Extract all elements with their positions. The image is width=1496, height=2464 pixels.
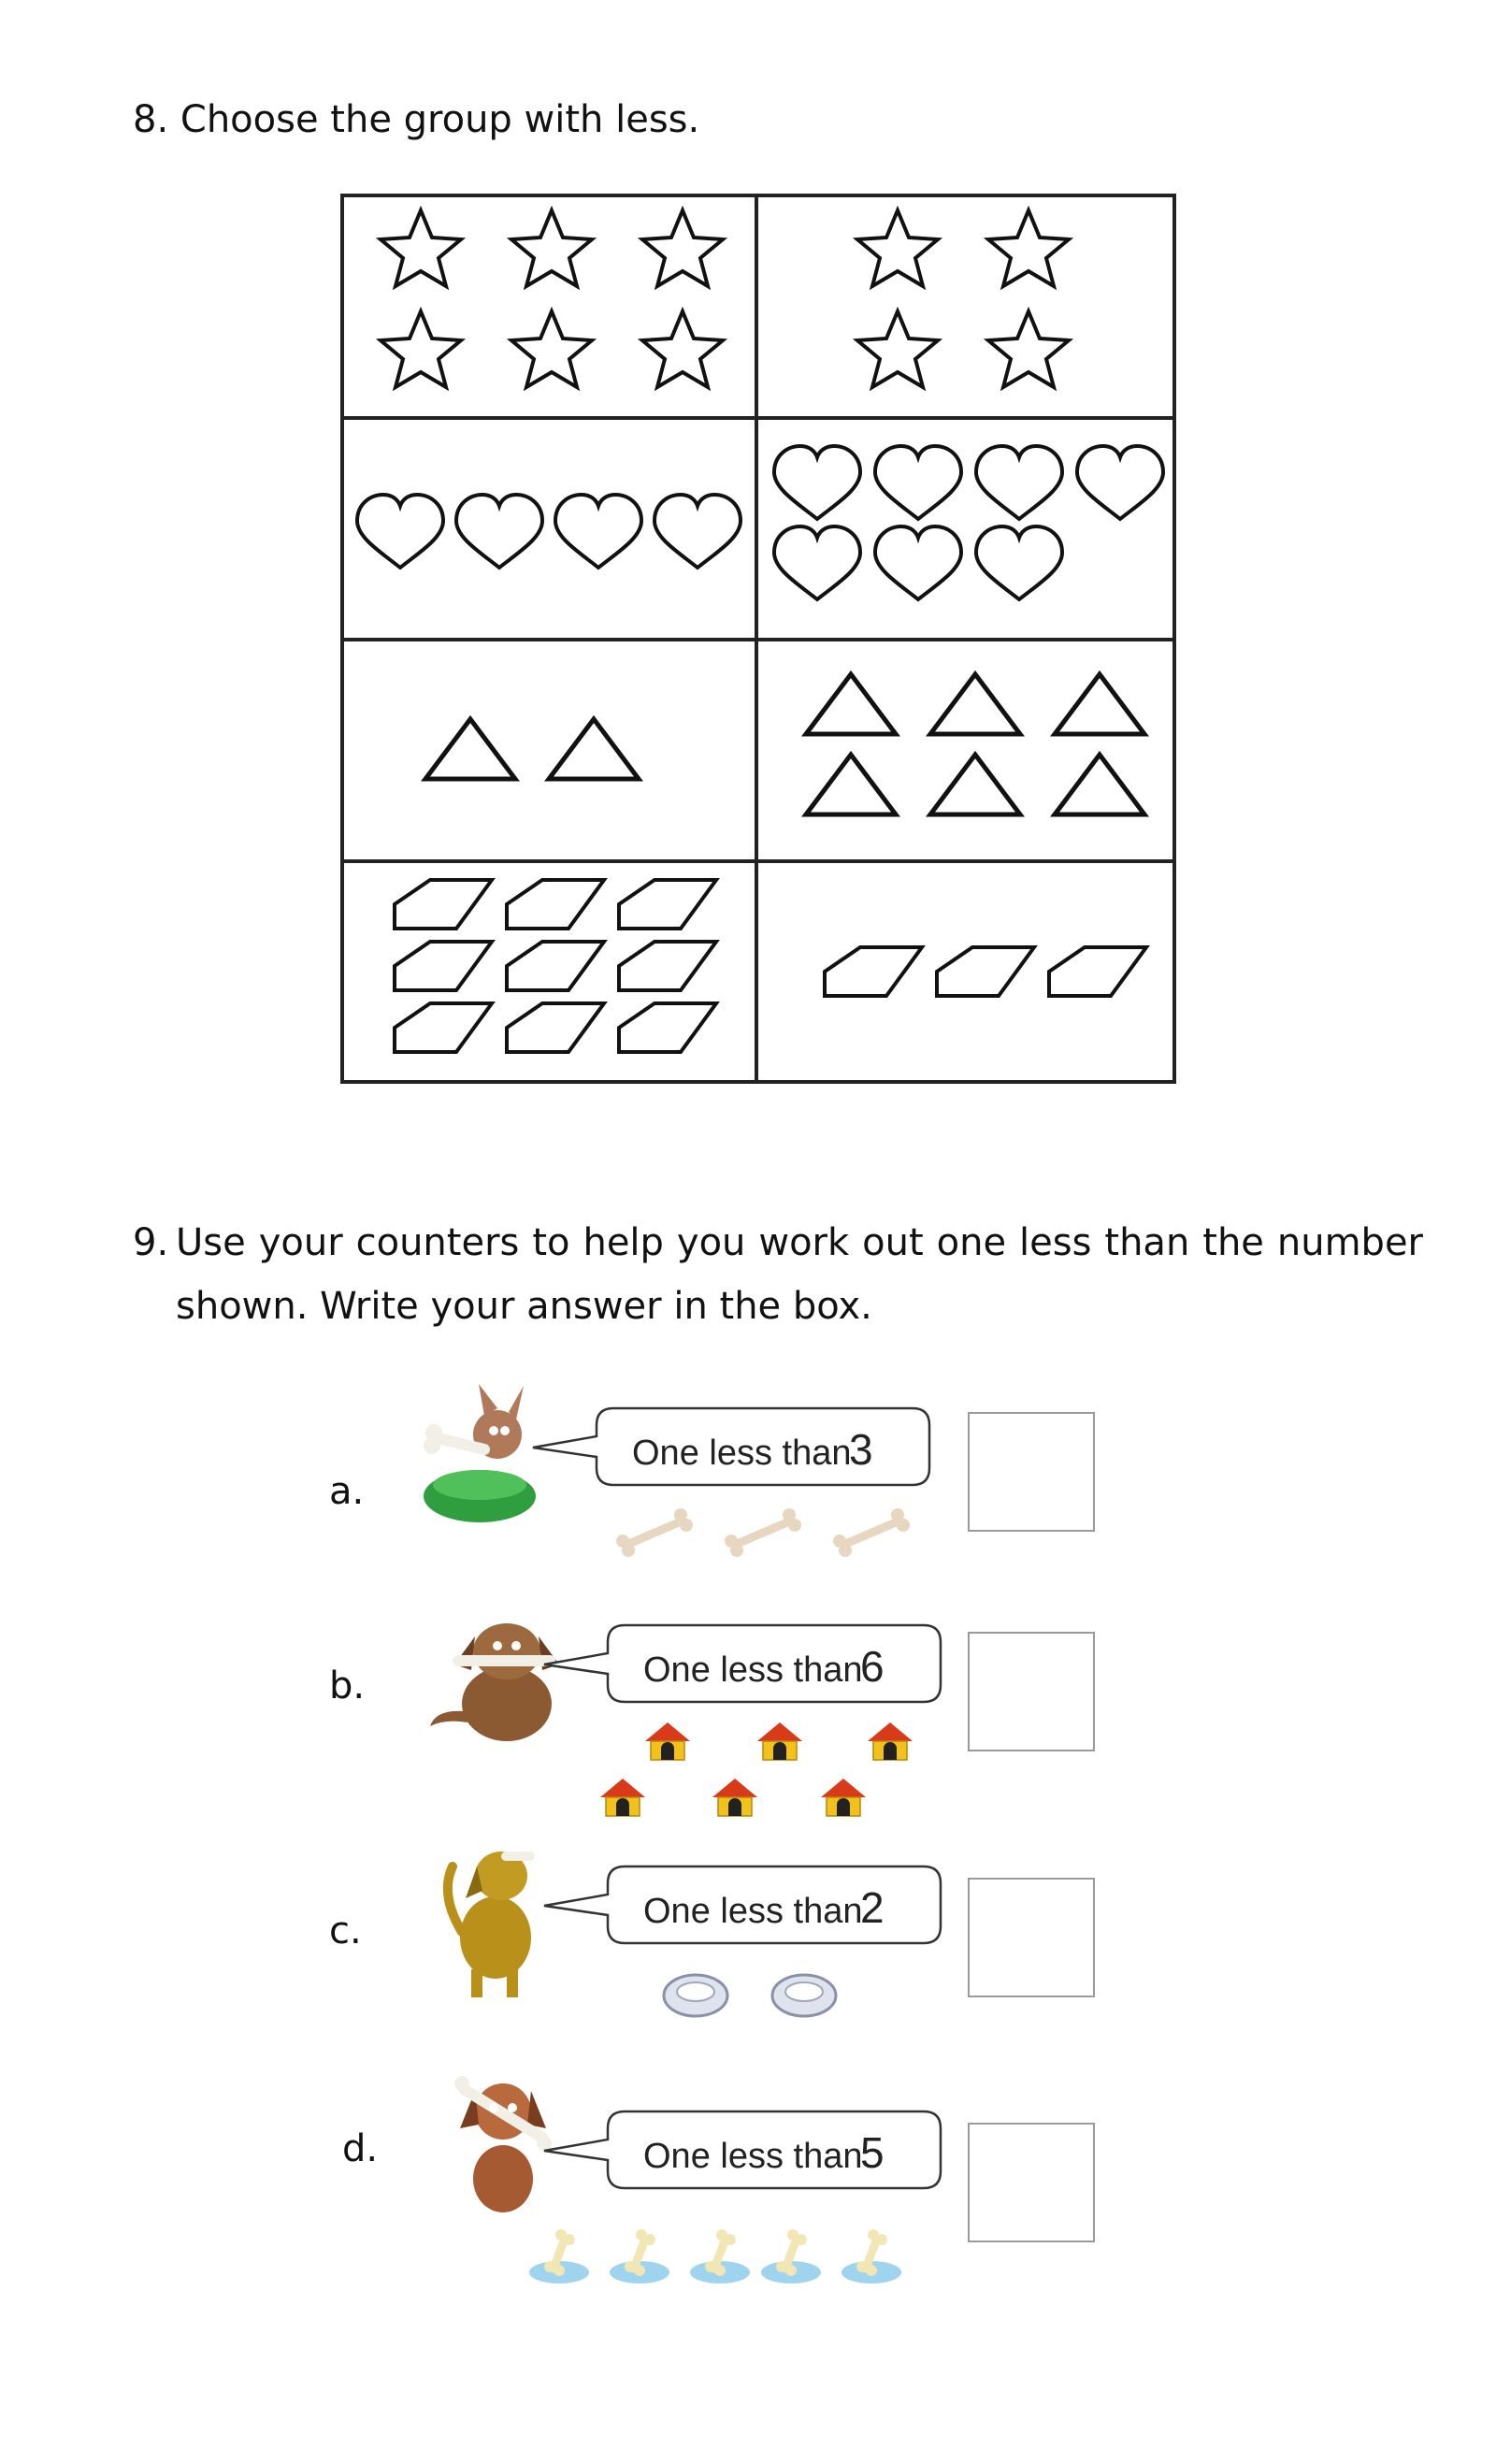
star-icon [857,210,938,286]
item-label: a. [329,1470,365,1513]
star-icon [642,210,723,286]
shape-groups-svg [340,194,1176,1084]
diamond-icon [507,880,604,929]
heart-icon [774,446,860,519]
bowl-icon [664,1975,727,2016]
item-label: d. [342,2127,379,2170]
bone-icon [616,1508,693,1557]
triangle-icon [1055,674,1144,734]
speech-bubble [540,1861,942,1954]
bone-in-bowl-icon [529,2229,589,2284]
answer-box-a[interactable] [968,1412,1095,1532]
heart-icon [774,526,860,599]
triangle-icon [930,755,1020,814]
question-9-text-line-1: Use your counters to help you work out one less than the number [176,1221,1423,1264]
heart-icon [976,526,1062,599]
shape-groups-grid [340,194,1176,1084]
diamond-icon [507,1003,604,1052]
bubble-text: One less than [643,1650,863,1690]
diamond-icon [395,1003,492,1052]
counters-doghouses [589,1717,926,1838]
group-row-3-right[interactable] [806,674,1144,814]
bone-in-bowl-icon [610,2229,669,2284]
dog-with-bone-icon [439,1838,552,2003]
question-8 [133,88,1442,151]
group-row-1-left[interactable] [381,210,723,387]
diamond-icon [395,942,492,990]
heart-icon [976,446,1062,519]
bone-in-bowl-icon [842,2229,901,2284]
heart-icon [654,495,741,568]
doghouse-icon [757,1722,802,1760]
diamond-icon [619,880,716,929]
bone-icon [833,1508,910,1557]
bone-in-bowl-icon [761,2229,821,2284]
speech-bubble [529,1403,931,1496]
question-8-number: 8. [133,98,169,141]
heart-icon [555,495,641,568]
question-9-number: 9. [133,1221,169,1264]
triangle-icon [1055,755,1144,814]
triangle-icon [425,719,515,779]
diamond-icon [937,947,1034,996]
diamond-icon [619,942,716,990]
speech-bubble [540,1620,942,1713]
counters-bones-in-bowls [520,2224,931,2298]
diamond-icon [619,1003,716,1052]
answer-box-b[interactable] [968,1632,1095,1751]
star-icon [642,311,723,387]
question-9-text-line-2: shown. Write your answer in the box. [176,1285,872,1328]
doghouse-icon [868,1722,913,1760]
bubble-text: One less than [643,1892,863,1931]
dog-with-bone-icon [419,1371,540,1530]
diamond-icon [1049,947,1146,996]
group-row-2-left[interactable] [357,495,741,568]
doghouse-icon [712,1779,757,1816]
answer-box-c[interactable] [968,1878,1095,1997]
group-row-2-right[interactable] [774,446,1163,599]
star-icon [988,210,1069,286]
triangle-icon [930,674,1020,734]
triangle-icon [806,674,896,734]
group-row-4-left[interactable] [395,880,716,1052]
doghouse-icon [645,1722,690,1760]
diamond-icon [825,947,922,996]
group-row-4-right[interactable] [825,947,1146,996]
triangle-icon [806,755,896,814]
bubble-number: 6 [860,1642,885,1691]
diamond-icon [507,942,604,990]
star-icon [511,210,592,286]
heart-icon [1077,446,1163,519]
bone-in-bowl-icon [690,2229,750,2284]
star-icon [988,311,1069,387]
group-row-1-right[interactable] [857,210,1069,387]
bubble-text: One less than [643,2137,863,2176]
bubble-number: 3 [849,1425,873,1474]
heart-icon [875,446,961,519]
star-icon [511,311,592,387]
answer-box-d[interactable] [968,2123,1095,2242]
star-icon [381,311,461,387]
doghouse-icon [821,1779,866,1816]
bowl-icon [772,1975,836,2016]
question-8-text: Choose the group with less. [180,98,700,141]
heart-icon [875,526,961,599]
bubble-number: 2 [860,1883,885,1932]
triangle-icon [549,719,639,779]
item-label: c. [329,1909,362,1952]
speech-bubble [540,2106,942,2199]
bone-icon [725,1508,801,1557]
bubble-text: One less than [632,1434,852,1473]
diamond-icon [395,880,492,929]
group-row-3-left[interactable] [425,719,639,779]
counters-bones [606,1496,924,1562]
heart-icon [456,495,542,568]
bubble-number: 5 [860,2128,885,2177]
star-icon [381,210,461,286]
star-icon [857,311,938,387]
heart-icon [357,495,443,568]
item-label: b. [329,1664,366,1708]
doghouse-icon [600,1779,645,1816]
counters-bowls [654,1964,860,2029]
